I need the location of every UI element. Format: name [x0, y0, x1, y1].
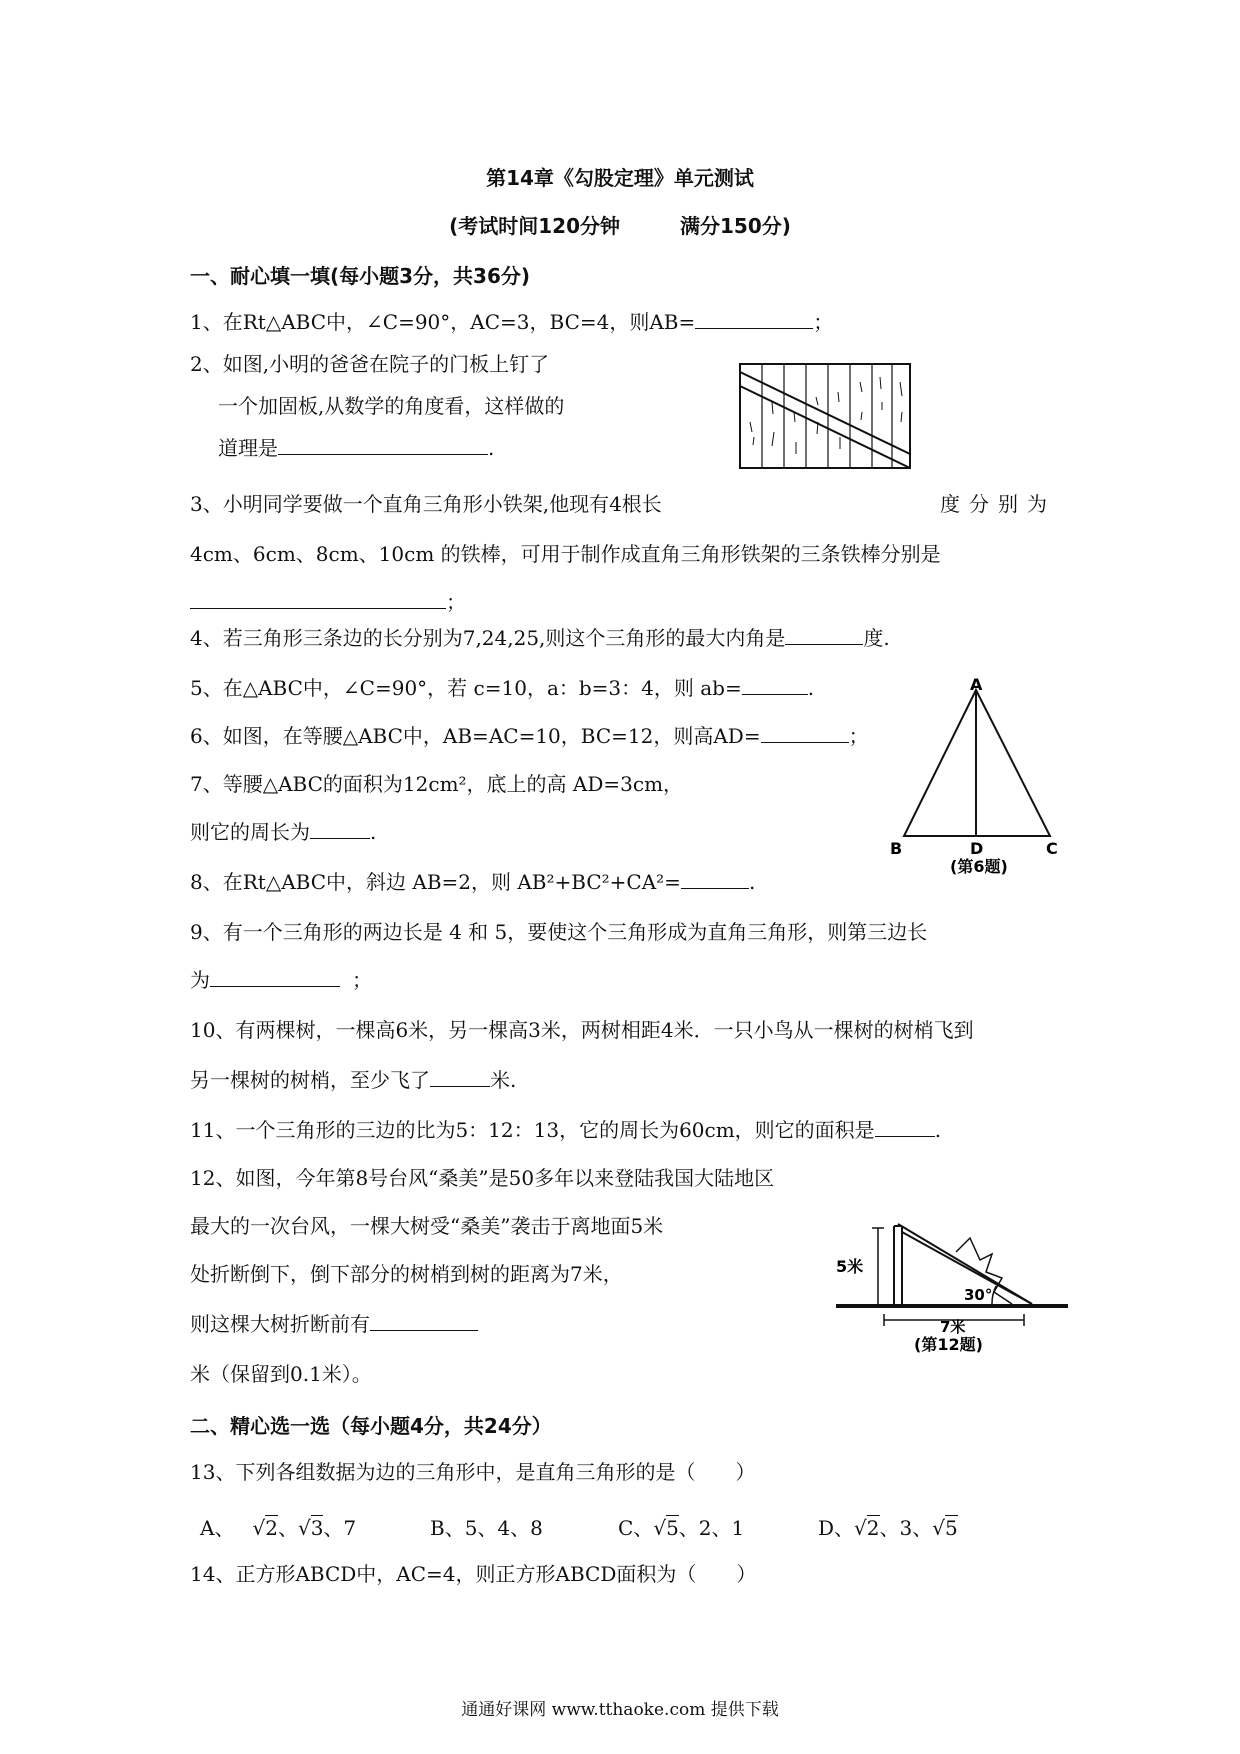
vertex-b-label: B: [890, 839, 903, 858]
answer-blank[interactable]: [875, 1118, 935, 1137]
vertex-d-label: D: [970, 839, 984, 858]
answer-blank[interactable]: [785, 626, 863, 645]
question-9-line-1: 9、有一个三角形的两边长是 4 和 5，要使这个三角形成为直角三角形，则第三边长: [190, 920, 928, 944]
question-14: 14、正方形ABCD中，AC=4，则正方形ABCD面积为（ ）: [190, 1562, 757, 1586]
answer-blank[interactable]: [278, 436, 488, 455]
angle-label: 30°: [964, 1286, 993, 1304]
question-13: 13、下列各组数据为边的三角形中，是直角三角形的是（ ）: [190, 1460, 756, 1484]
answer-blank[interactable]: [681, 870, 749, 889]
figure-6-isosceles-triangle: [890, 676, 1070, 876]
answer-blank[interactable]: [310, 820, 370, 839]
answer-blank[interactable]: [370, 1312, 478, 1331]
question-12-line-3: 处折断倒下，倒下部分的树梢到树的距离为7米，: [190, 1262, 623, 1286]
question-3-line-3: ；: [190, 588, 466, 616]
answer-blank[interactable]: [210, 968, 340, 987]
question-11: 11、一个三角形的三边的比为5：12：13，它的周长为60cm，则它的面积是 .: [190, 1118, 942, 1142]
option-c[interactable]: C、√5、2、1: [618, 1516, 745, 1540]
section-1-heading: 一、耐心填一填(每小题3分，共36分): [190, 264, 531, 288]
answer-blank[interactable]: [742, 676, 808, 695]
option-d[interactable]: D、√2、3、√5: [818, 1516, 958, 1540]
answer-blank[interactable]: [430, 1068, 490, 1087]
figure-6-caption: (第6题): [950, 857, 1008, 876]
question-3-line-1: 3、小明同学要做一个直角三角形小铁架,他现有4根长 度分别为: [190, 492, 1056, 516]
option-a[interactable]: A、 √2、√3、7: [200, 1516, 357, 1540]
answer-blank[interactable]: [695, 310, 813, 329]
question-2-line-1: 2、如图,小明的爸爸在院子的门板上钉了: [190, 352, 550, 376]
question-12-line-4: 则这棵大树折断前有: [190, 1310, 478, 1338]
answer-blank[interactable]: [190, 590, 446, 609]
question-4: 4、若三角形三条边的长分别为7,24,25,则这个三角形的最大内角是 度.: [190, 626, 890, 650]
question-9-line-2: 为 ；: [190, 968, 372, 992]
question-12-line-2: 最大的一次台风，一棵大树受“桑美”袭击于离地面5米: [190, 1214, 664, 1238]
question-6: 6、如图，在等腰△ABC中，AB=AC=10，BC=12，则高AD= ；: [190, 724, 869, 748]
question-1: 1、在Rt△ABC中，∠C=90°，AC=3，BC=4，则AB= ；: [190, 310, 834, 334]
page-title: 第14章《勾股定理》单元测试: [486, 166, 754, 190]
question-5: 5、在△ABC中，∠C=90°，若 c=10，a：b=3：4，则 ab= .: [190, 676, 815, 700]
question-3-line-2: 4cm、6cm、8cm、10cm 的铁棒，可用于制作成直角三角形铁架的三条铁棒分别是: [190, 542, 941, 566]
page-subtitle: (考试时间120分钟 满分150分): [449, 214, 791, 238]
vertex-a-label: A: [970, 676, 983, 694]
question-12-line-5: 米（保留到0.1米）。: [190, 1362, 372, 1386]
door-board-figure: [738, 362, 914, 472]
page-footer: 通通好课网 www.tthaoke.com 提供下载: [461, 1700, 779, 1720]
question-7-line-2: 则它的周长为 .: [190, 820, 377, 844]
question-8: 8、在Rt△ABC中，斜边 AB=2，则 AB²+BC²+CA²= .: [190, 870, 756, 894]
question-2-line-3: 道理是 .: [218, 436, 495, 460]
figure-12-caption: (第12题): [914, 1335, 983, 1354]
distance-label: 7米: [940, 1318, 966, 1336]
vertex-c-label: C: [1046, 839, 1058, 858]
question-12-line-1: 12、如图，今年第8号台风“桑美”是50多年以来登陆我国大陆地区: [190, 1166, 775, 1190]
question-2-line-2: 一个加固板,从数学的角度看，这样做的: [218, 394, 565, 418]
question-10-line-2: 另一棵树的树梢，至少飞了 米.: [190, 1068, 517, 1092]
answer-blank[interactable]: [761, 724, 849, 743]
figure-12-broken-tree: [836, 1216, 1068, 1356]
question-7-line-1: 7、等腰△ABC的面积为12cm²，底上的高 AD=3cm，: [190, 772, 684, 796]
option-b[interactable]: B、5、4、8: [430, 1516, 543, 1540]
question-10-line-1: 10、有两棵树，一棵高6米，另一棵高3米，两树相距4米．一只小鸟从一棵树的树梢飞到: [190, 1018, 974, 1042]
height-label: 5米: [836, 1257, 864, 1276]
section-2-heading: 二、精心选一选（每小题4分，共24分）: [190, 1414, 552, 1438]
